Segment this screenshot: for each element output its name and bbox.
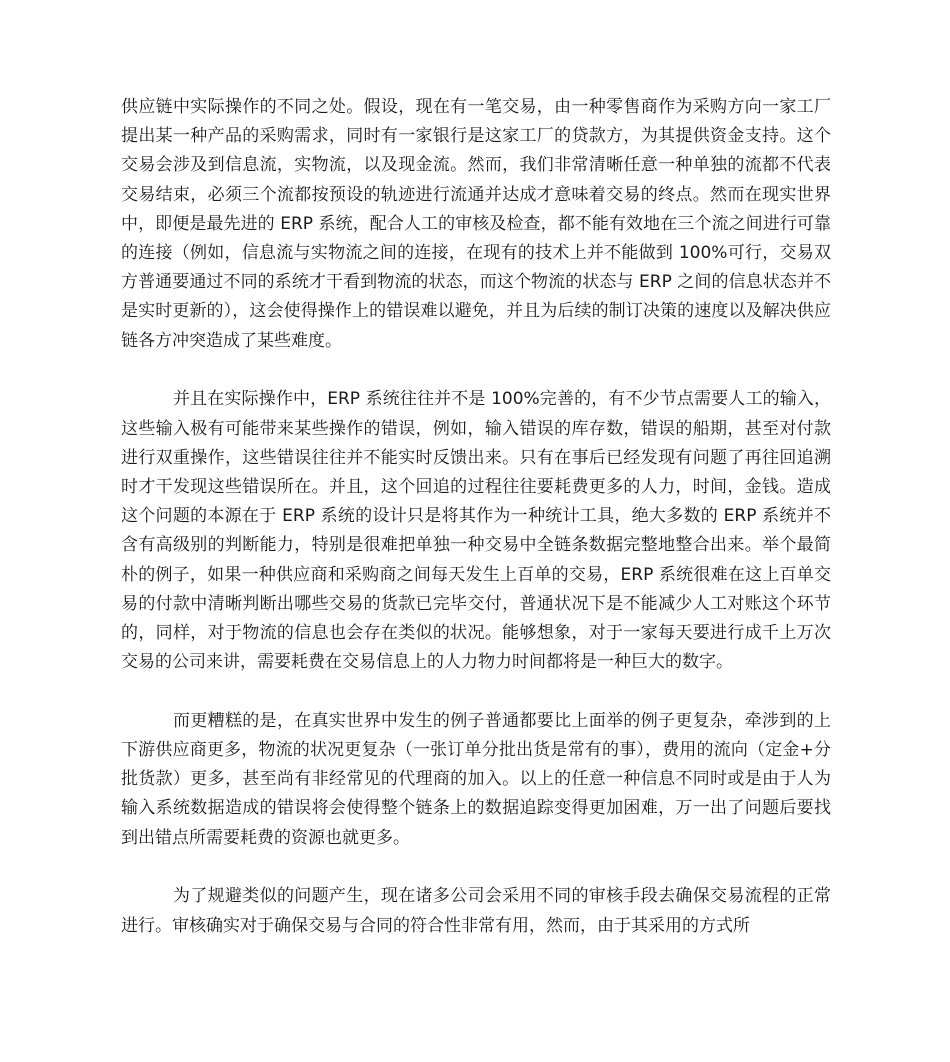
paragraph-2: 并且在实际操作中，ERP 系统往往并不是 100%完善的，有不少节点需要人工的输入，这些输入极有可能带来某些操作的错误，例如，输入错误的库存数，错误的船期，甚至对付款进行双重操作，这些错误往往并不能实时反馈出来。只有在事后已经发现有问题了再往回追溯时才干发现这些错误所在。并且，这个回追的过程往往要耗费更多的人力，时间，金钱。造成这个问题的本源在于 ERP 系统的设计只是将其作为一种统计工具，绝大多数的 ERP 系统并不含有高级别的判断能力，特别是很难把单独一种交易中全链条数据完整地整合出来。举个最简朴的例子，如果一种供应商和采购商之间每天发生上百单的交易，ERP 系统很难在这上百单交易的付款中清晰判断出哪些交易的货款已完毕交付，普通状况下是不能减少人工对账这个环节的，同样，对于物流的信息也会存在类似的状况。能够想象，对于一家每天要进行成千上万次交易的公司来讲，需要耗费在交易信息上的人力物力时间都将是一种巨大的数字。 <box>121 389 831 673</box>
document-body <box>121 93 831 970</box>
paragraph-4: 为了规避类似的问题产生，现在诸多公司会采用不同的审核手段去确保交易流程的正常进行。审核确实对于确保交易与合同的符合性非常有用，然而，由于其采用的方式所 <box>121 886 831 936</box>
paragraph-3: 而更糟糕的是，在真实世界中发生的例子普通都要比上面举的例子更复杂，牵涉到的上下游供应商更多，物流的状况更复杂（一张订单分批出货是常有的事），费用的流向（定金+分批货款）更多，甚至尚有非经常见的代理商的加入。以上的任意一种信息不同时或是由于人为输入系统数据造成的错误将会使得整个链条上的数据追踪变得更加困难，万一出了问题后要找到出错点所需要耗费的资源也就更多。 <box>121 710 831 848</box>
paragraph-1: 供应链中实际操作的不同之处。假设，现在有一笔交易，由一种零售商作为采购方向一家工厂提出某一种产品的采购需求，同时有一家银行是这家工厂的贷款方，为其提供资金支持。这个交易会涉及到信息流，实物流，以及现金流。然而，我们非常清晰任意一种单独的流都不代表交易结束，必须三个流都按预设的轨迹进行流通并达成才意味着交易的终点。然而在现实世界中，即便是最先进的 ERP 系统，配合人工的审核及检查，都不能有效地在三个流之间进行可靠的连接（例如，信息流与实物流之间的连接，在现有的技术上并不能做到 100%可行，交易双方普通要通过不同的系统才干看到物流的状态，而这个物流的状态与 ERP 之间的信息状态并不是实时更新的），这会使得操作上的错误难以避免，并且为后续的制订决策的速度以及解决供应链各方冲突造成了某些难度。 <box>121 97 831 351</box>
